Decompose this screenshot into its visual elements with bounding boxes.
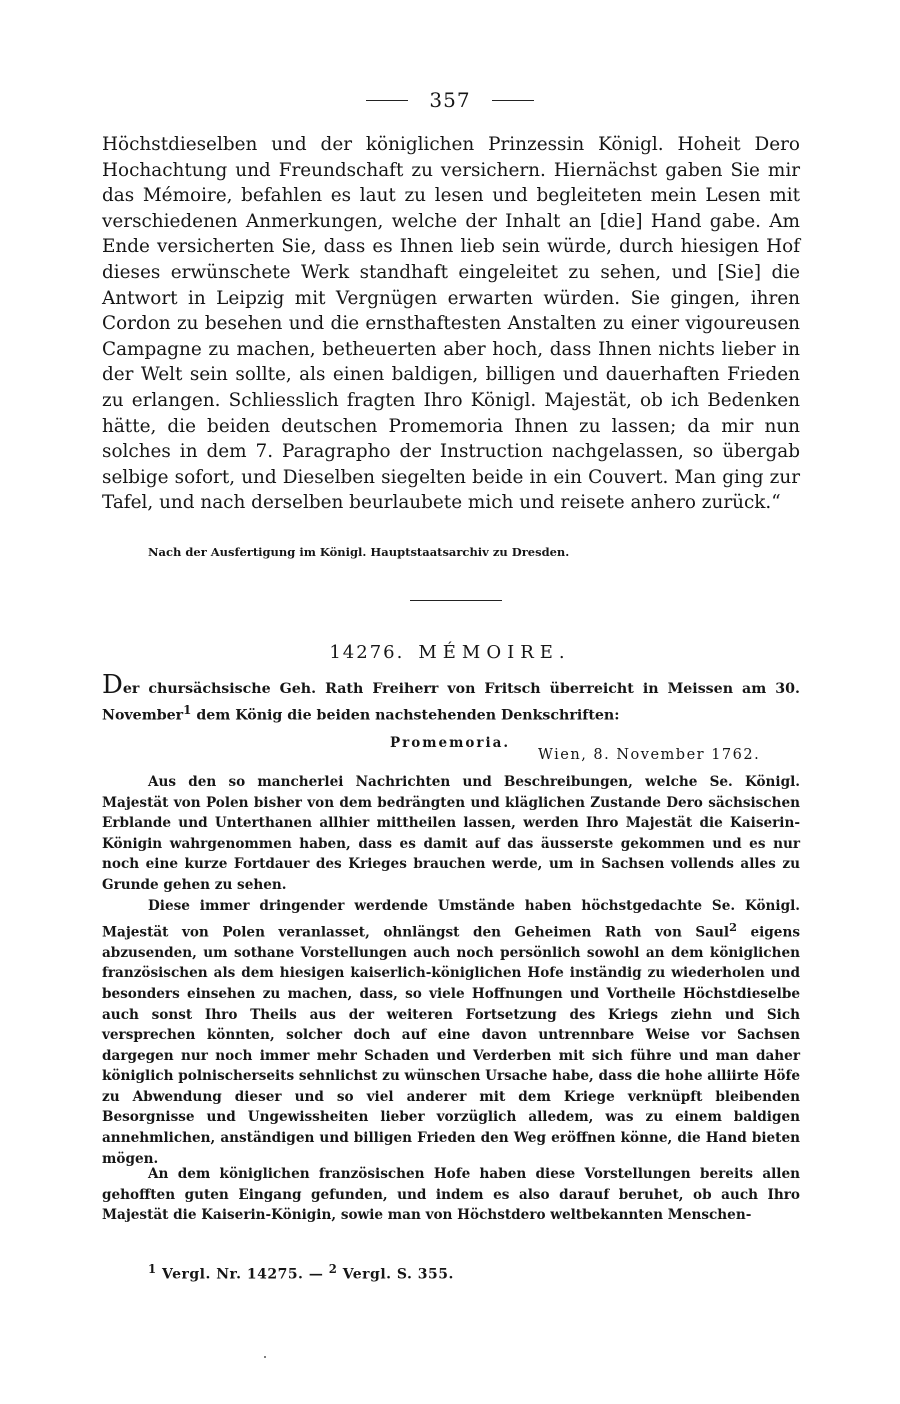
footnote-text-2: Vergl. S. 355. xyxy=(342,1266,454,1283)
memo-paragraph-2-text-b: eigens abzusenden, um sothane Vorstellungen auch noch persönlich sowohl an dem königlichen französischen als dem hiesigen kaiserlich-königlichen Hofe inständig zu wiederholen und besonders einsehen zu machen, dass, so viele Hoffnungen und Vortheile Höchstdieselbe auch sonst Ihro Theils aus der weiteren Fortsetzung des Kriegs ziehn und Sich versprechen könnten, solcher doch auf eine davon untrennbare Weise vor Sachsen dargegen nur noch immer mehr Schaden und Verderben mit sich führe und man daher königlich polnischerseits sehnlichst zu wünschen Ursache habe, dass die hohe alliirte Höfe zu Abwendung dieser und so viel anderer mit dem Kriege verknüpft bleibenden Besorgnisse und Ungewissheiten lieber vorzüglich alledem, was zu einem baldigen annehmlichen, anständigen und billigen Frieden den Weg eröffnen könne, die Hand bieten mögen. xyxy=(102,924,800,1167)
footnote-marker-2: 2 xyxy=(328,1262,338,1276)
section-divider xyxy=(410,600,502,601)
source-note: Nach der Ausfertigung im Königl. Hauptstaatsarchiv zu Dresden. xyxy=(148,545,570,559)
document-heading xyxy=(0,642,900,663)
page-header xyxy=(0,88,900,112)
footnote-marker-1: 1 xyxy=(148,1262,157,1276)
memo-paragraph-1 xyxy=(102,772,800,896)
footnote-text-1: Vergl. Nr. 14275. xyxy=(162,1266,304,1283)
promemoria-heading: Promemoria. xyxy=(389,735,511,751)
memo-paragraph-1-text: Aus den so mancherlei Nachrichten und Beschreibungen, welche Se. Königl. Majestät von Polen bisher von dem bedrängten und kläglichen Zustande Dero sächsischen Erblande und Unterthanen allhier mittheilen lassen, werden Ihro Majestät die Kaiserin-Königin wahrgenommen haben, dass es damit auf das äusserste gekommen und es nur noch eine kurze Fortdauer des Krieges brauchen werde, um in Sachsen vollends alles zu Grunde gehen zu sehen. xyxy=(102,774,800,893)
continuation-paragraph: Höchstdieselben und der königlichen Prinzessin Königl. Hoheit Dero Hochachtung und Freundschaft zu versichern. Hiernächst gaben Sie mir das Mémoire, befahlen es laut zu lesen und begleiteten mein Lesen mit verschiedenen Anmerkungen, welche der Inhalt an [die] Hand gabe. Am Ende versicherten Sie, dass es Ihnen lieb sein würde, durch hiesigen Hof dieses erwünschete Werk standhaft eingeleitet zu sehen, und [Sie] die Antwort in Leipzig mit Vergnügen erwarten würden. Sie gingen, ihren Cordon zu besehen und die ernsthaftesten Anstalten zu einer vigoureusen Campagne zu machen, betheuerten aber hoch, dass Ihnen nichts lieber in der Welt sein sollte, als einen baldigen, billigen und dauerhaften Frieden zu erlangen. Schliesslich fragten Ihro Königl. Majestät, ob ich Bedenken hätte, die beiden deutschen Promemoria Ihnen zu lassen; da mir nun solches in dem 7. Paragrapho der Instruction nachgelassen, so übergab selbige sofort, und Dieselben siegelten beide in ein Couvert. Man ging zur Tafel, und nach derselben beurlaubete mich und reisete anhero zurück.“ xyxy=(102,134,800,514)
intro-paragraph xyxy=(102,670,800,727)
page-number: 357 xyxy=(429,88,471,112)
footnotes xyxy=(148,1262,800,1283)
memo-paragraph-3 xyxy=(102,1164,800,1226)
footnote-ref-2: 2 xyxy=(729,919,737,934)
footnote-ref-1: 1 xyxy=(183,703,192,717)
document-number: 14276. xyxy=(329,642,405,663)
dateline: Wien, 8. November 1762. xyxy=(538,747,761,763)
paper-speck xyxy=(264,1356,266,1358)
header-rule-left xyxy=(366,100,408,101)
intro-text-1: er chursächsische Geh. Rath Freiherr von Fritsch überreicht in Meissen am 30. November xyxy=(102,681,800,724)
footnote-separator: — xyxy=(308,1266,324,1283)
memo-paragraph-2 xyxy=(102,896,800,1169)
intro-text-2: dem König die beiden nachstehenden Denkschriften: xyxy=(191,707,620,724)
header-rule-right xyxy=(492,100,534,101)
document-title: MÉMOIRE. xyxy=(418,642,571,663)
intro-dropcap: D xyxy=(102,670,123,700)
memo-paragraph-3-text: An dem königlichen französischen Hofe haben diese Vorstellungen bereits allen gehofften guten Eingang gefunden, und indem es also darauf beruhet, ob auch Ihro Majestät die Kaiserin-Königin, sowie man von Höchstdero weltbekannten Menschen- xyxy=(102,1166,800,1224)
memo-paragraph-2-text-a: Diese immer dringender werdende Umstände haben höchstgedachte Se. Königl. Majestät von Polen veranlasset, ohnlängst den Geheimen Rath von Saul xyxy=(102,898,800,941)
